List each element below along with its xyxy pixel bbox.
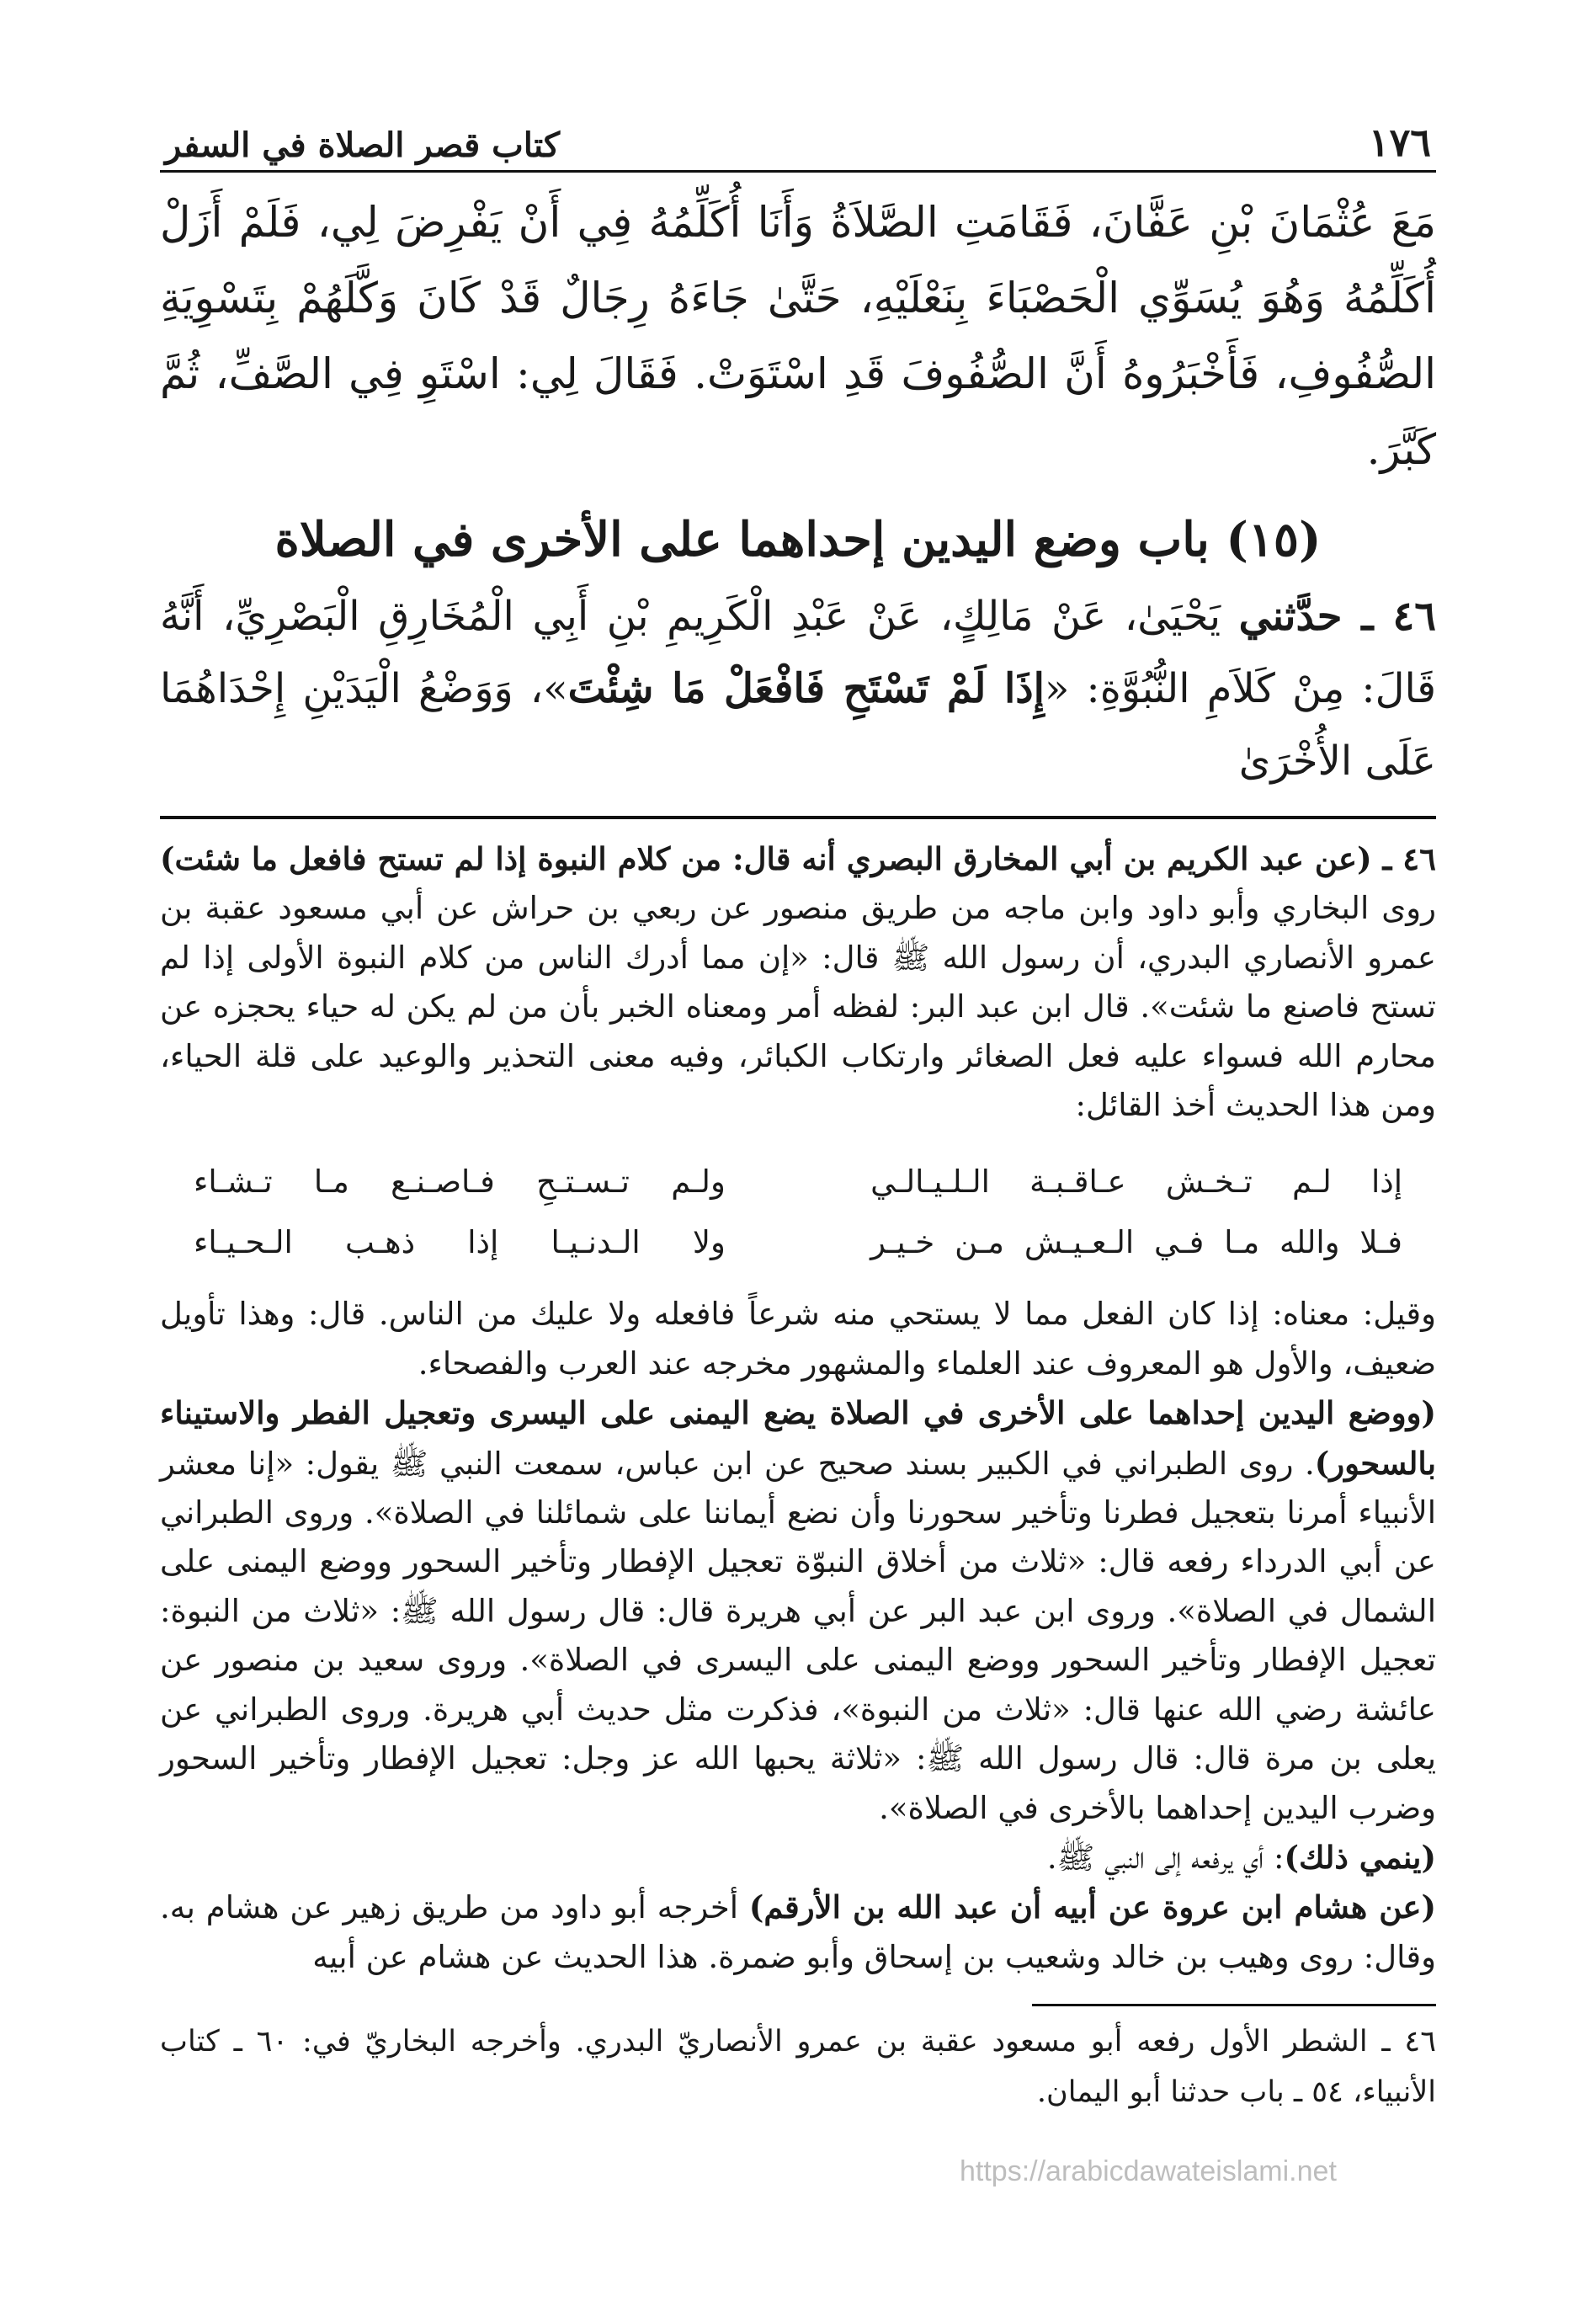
commentary-lead: (ووضع اليدين إحداهما على الأخرى في الصلاة يضع اليمنى على اليسرى وتعجيل الفطر والاستيناء بالسحور)	[160, 1394, 1436, 1482]
footnote-divider	[1032, 2004, 1436, 2006]
commentary-text: . روى الطبراني في الكبير بسند صحيح عن ابن عباس، سمعت النبي ﷺ يقول: «إنا معشر الأنبياء أمرنا بتعجيل فطرنا وتأخير سحورنا وأن نضع أيماننا على شمائلنا في الصلاة». وروى الطبراني عن أبي الدرداء رفعه قال: «ثلاث من أخلاق النبوّة تعجيل الإفطار وتأخير السحور ووضع اليمنى على الشمال في الصلاة». وروى ابن عبد البر عن أبي هريرة قال: قال رسول الله ﷺ: «ثلاث من النبوة: تعجيل الإفطار وتأخير السحور ووضع اليمنى على اليسرى في الصلاة». وروى سعيد بن منصور عن عائشة رضي الله عنها قال: «ثلاث من النبوة»، فذكرت مثل حديث أبي هريرة. وروى الطبراني عن يعلى بن مرة قال: قال رسول الله ﷺ: «ثلاثة يحبها الله عز وجل: تعجيل الإفطار وتأخير السحور وضرب اليدين إحداهما بالأخرى في الصلاة».	[160, 1445, 1436, 1826]
commentary-lead: (عن هشام ابن عروة عن أبيه أن عبد الله بن الأرقم)	[748, 1888, 1436, 1926]
poem-hemistich-left: ولـم تـسـتـحِ فـاصـنـع مـا تـشـاء	[194, 1164, 726, 1201]
poem-line	[160, 1212, 1436, 1273]
poem-hemistich-left: ولا الـدنـيـا إذا ذهـب الـحـيـاء	[194, 1224, 726, 1261]
commentary-paragraph	[160, 1833, 1436, 1883]
poem-line	[160, 1152, 1436, 1212]
commentary-paragraph	[160, 1883, 1436, 1982]
commentary-paragraph: وقيل: معناه: إذا كان الفعل مما لا يستحي منه شرعاً فافعله ولا عليك من الناس. قال: وهذا تأويل ضعيف، والأول هو المعروف عند العلماء والمشهور مخرجه عند العرب والفصحاء.	[160, 1296, 1436, 1382]
chapter-heading: (١٥) باب وضع اليدين إحداهما على الأخرى في الصلاة	[274, 512, 1322, 567]
poem	[160, 1152, 1436, 1273]
watermark-url: https://arabicdawateislami.net	[960, 2155, 1337, 2187]
commentary-text: أخرجه أبو داود من طريق زهير عن هشام به. وقال: روى وهيب بن خالد وشعيب بن إسحاق وأبو ضمرة. هذا الحديث عن هشام عن أبيه	[160, 1889, 1436, 1975]
hadith-bold-quote: إِذَا لَمْ تَسْتَحِ فَافْعَلْ مَا شِئْتَ	[567, 665, 1045, 712]
hadith-continuation: مَعَ عُثْمَانَ بْنِ عَفَّانَ، فَقَامَتِ الصَّلاَةُ وَأَنَا أُكَلِّمُهُ فِي أَنْ يَفْرِضَ لِي، فَلَمْ أَزَلْ أُكَلِّمُهُ وَهُوَ يُسَوِّي الْحَصْبَاءَ بِنَعْلَيْهِ، حَتَّىٰ جَاءَهُ رِجَالٌ قَدْ كَانَ وَكَّلَهُمْ بِتَسْوِيَةِ الصُّفُوفِ، فَأَخْبَرُوهُ أَنَّ الصُّفُوفَ قَدِ اسْتَوَتْ. فَقَالَ لِي: اسْتَوِ فِي الصَّفِّ، ثُمَّ كَبَّرَ.	[160, 198, 1436, 474]
hadith-text-b: »، وَوَضْعُ الْيَدَيْنِ إِحْدَاهُمَا عَلَى الأُخْرَىٰ	[160, 665, 1436, 785]
book-title: كتاب قصر الصلاة في السفر	[165, 125, 561, 165]
hadith-lead: حدَّثني	[1238, 593, 1343, 640]
commentary	[160, 834, 1436, 1982]
footnote: ٤٦ ـ الشطر الأول رفعه أبو مسعود عقبة بن عمرو الأنصاريّ البدري. وأخرجه البخاريّ في: ٦٠ ـ كتاب الأنبياء، ٥٤ ـ باب حدثنا أبو اليمان.	[160, 2025, 1436, 2110]
commentary-text: : أي يرفعه إلى النبي ﷺ.	[1046, 1839, 1285, 1876]
hadith-46	[160, 580, 1436, 797]
running-header	[160, 109, 1436, 173]
commentary-lead: (ينمي ذلك)	[1284, 1838, 1436, 1876]
hadith-text-a: يَحْيَىٰ، عَنْ مَالِكٍ، عَنْ عَبْدِ الْكَرِيمِ بْنِ أَبِي الْمُخَارِقِ الْبَصْرِيِّ، أَنَّهُ قَالَ: مِنْ كَلاَمِ النُّبُوَّةِ: «	[160, 593, 1437, 712]
page-number: ١٧٦	[1368, 120, 1431, 165]
poem-hemistich-right: إذا لـم تـخـش عـاقـبـة الـلـيـالـي	[870, 1164, 1402, 1201]
commentary-lead: ٤٦ ـ (عن عبد الكريم بن أبي المخارق البصري أنه قال: من كلام النبوة إذا لم تستح فافعل ما شئت)	[160, 840, 1436, 877]
commentary-divider	[160, 816, 1436, 819]
commentary-text: روى البخاري وأبو داود وابن ماجه من طريق منصور عن ربعي بن حراش عن أبي مسعود عقبة بن عمرو الأنصاري البدري، أن رسول الله ﷺ قال: «إن مما أدرك الناس من كلام النبوة الأولى إذا لم تستح فاصنع ما شئت». قال ابن عبد البر: لفظه أمر ومعناه الخبر بأن من لم يكن له حياء يحجزه عن محارم الله فسواء عليه فعل الصغائر وارتكاب الكبائر، وفيه معنى التحذير والوعيد على قلة الحياء، ومن هذا الحديث أخذ القائل:	[160, 890, 1436, 1124]
commentary-paragraph	[160, 1388, 1436, 1833]
poem-hemistich-right: فـلا والله مـا فـي الـعـيـش مـن خـيـر	[870, 1224, 1402, 1261]
hadith-number: ٤٦ ـ	[1342, 593, 1436, 640]
commentary-paragraph	[160, 834, 1436, 1130]
